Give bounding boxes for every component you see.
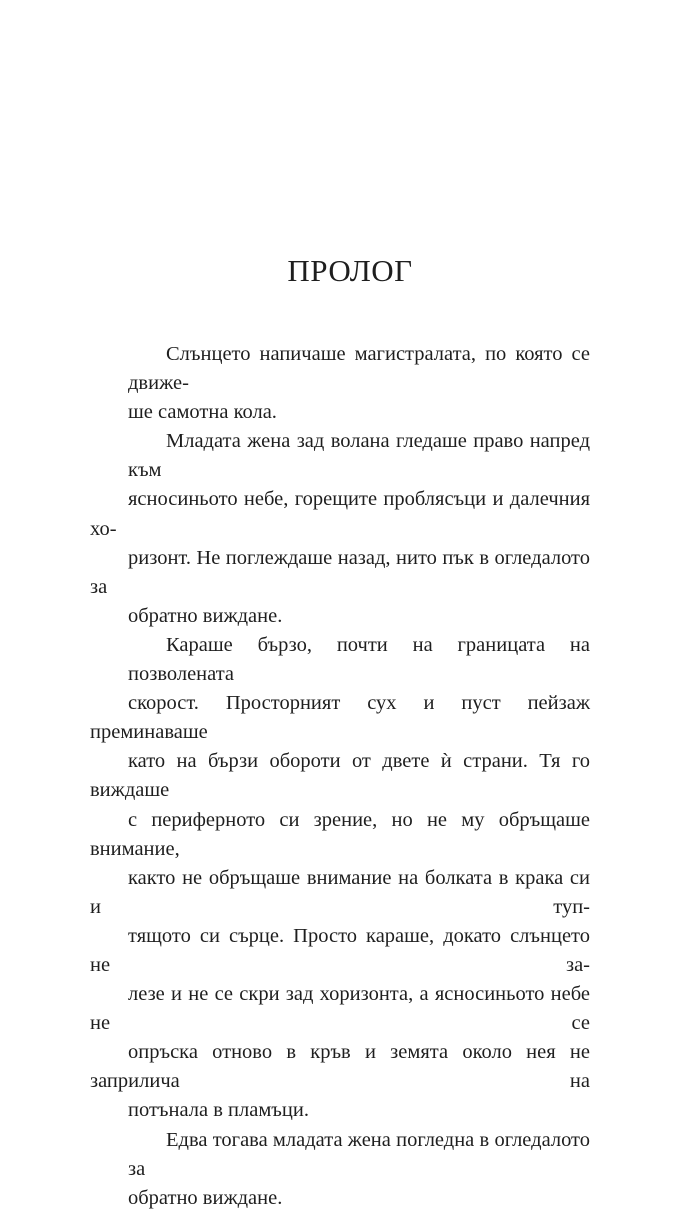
text-line: лезе и не се скри зад хоризонта, а ясносиньото небе не се: [90, 983, 590, 1035]
text-line: тящото си сърце. Просто караше, докато слънцето не за-: [90, 924, 590, 976]
chapter-body: [90, 340, 590, 1213]
text-line: Едва тогава младата жена погледна в огледалото за: [128, 1128, 590, 1180]
chapter-title: ПРОЛОГ: [287, 253, 413, 288]
paragraph: [90, 340, 590, 427]
text-line: обратно виждане.: [128, 604, 283, 627]
text-line: ясносиньото небе, горещите проблясъци и далечния хо-: [90, 488, 590, 540]
text-line: като на бързи обороти от двете ѝ страни. Тя го виждаше: [90, 750, 590, 802]
text-line: Младата жена зад волана гледаше право напред към: [128, 430, 590, 482]
paragraph: [90, 631, 590, 1126]
text-line: обратно виждане.: [128, 1186, 283, 1209]
text-line: Слънцето напичаше магистралата, по която се движе-: [128, 343, 590, 395]
text-line: както не обръщаше внимание на болката в крака си и туп-: [90, 866, 590, 918]
text-line: Караше бързо, почти на границата на позволената: [128, 633, 590, 686]
paragraph: [90, 1126, 590, 1213]
text-line: опръска отново в кръв и земята около нея не заприлича на: [90, 1041, 590, 1093]
text-line: ризонт. Не поглеждаше назад, нито пък в огледалото за: [90, 546, 590, 598]
text-line: скорост. Просторният сух и пуст пейзаж преминаваше: [90, 692, 590, 744]
paragraph: [90, 427, 590, 631]
text-line: с периферното си зрение, но не му обръщаше внимание,: [90, 808, 590, 860]
text-line: ше самотна кола.: [128, 401, 277, 424]
text-line: потънала в пламъци.: [128, 1099, 309, 1122]
